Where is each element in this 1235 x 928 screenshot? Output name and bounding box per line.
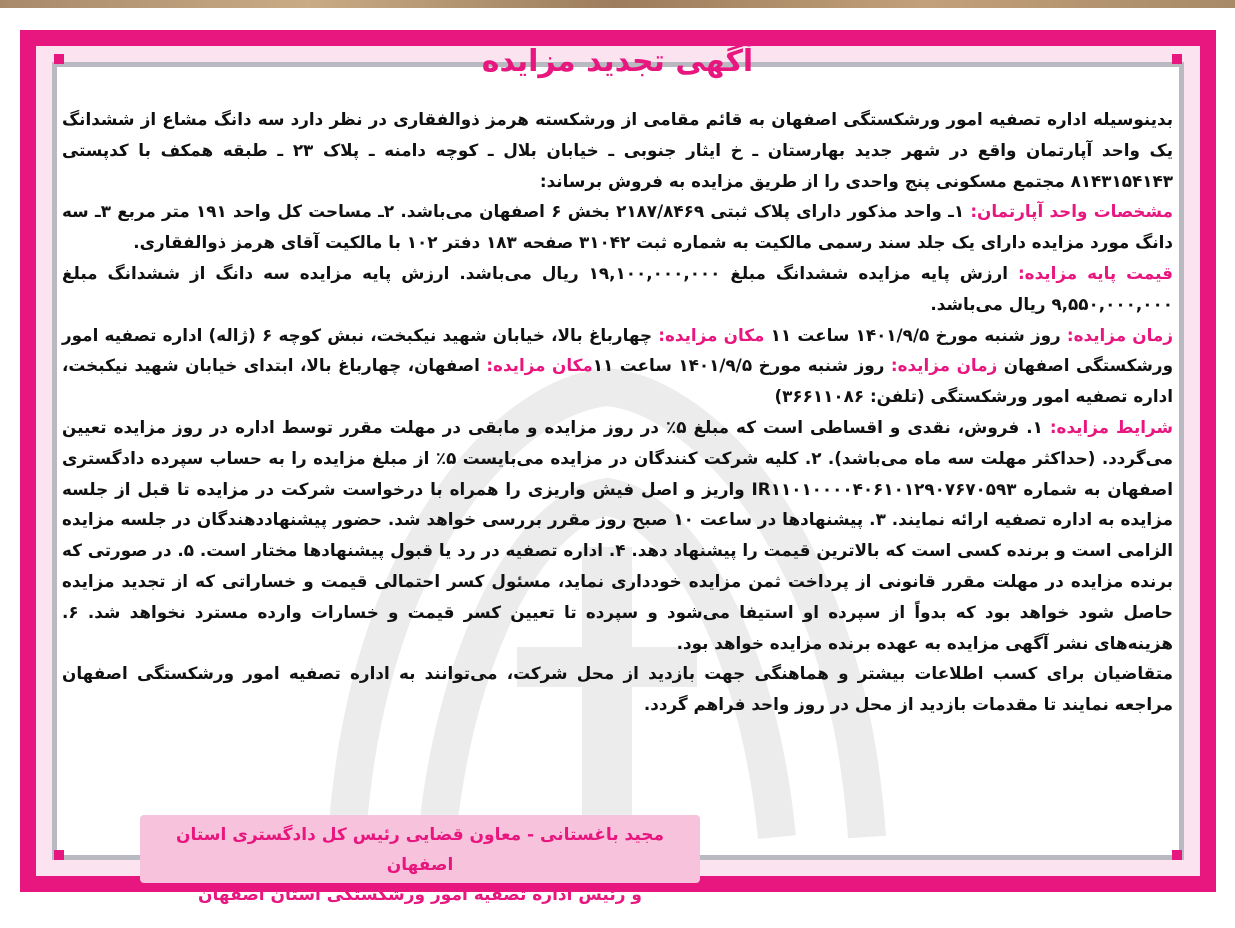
place-label-2: مکان مزایده: — [486, 355, 593, 376]
signature-block — [140, 815, 700, 905]
corner-mark-icon — [1172, 850, 1182, 860]
signature-line-2: و رئیس اداره تصفیه امور ورشکستگی استان اصفهان — [197, 885, 643, 905]
top-decorative-strip — [0, 0, 1235, 8]
conditions-text: ۱. فروش، نقدی و اقساطی است که مبلغ ۵٪ در روز مزایده و مابقی در مهلت مقرر توسط اداره در روز مزایده تعیین می‌گردد. (حداکثر مهلت سه ماه می‌باشد). ۲. کلیه شرکت کنندگان در مزایده می‌بایست ۵٪ از مبلغ مزایده را به حساب سپرده دادگستری اصفهان به شماره IR۱۱۰۱۰۰۰۰۴۰۶۱۰۱۲۹۰۷۶۷۰۵۹۳ واریز و اصل فیش واریزی را همراه با درخواست شرکت در مزایده تا قبل از جلسه مزایده به اداره تصفیه ارائه نمایند. ۳. پیشنهادها در ساعت ۱۰ صبح روز مقرر بررسی خواهد شد. حضور پیشنهاددهندگان در جلسه مزایده الزامی است و برنده کسی است که بالاترین قیمت را پیشنهاد دهد. ۴. اداره تصفیه در رد یا قبول پیشنهادها مختار است. ۵. در صورتی که برنده مزایده در مهلت مقرر قانونی از پرداخت ثمن مزایده خودداری نماید، مسئول کسر احتمالی قیمت و خساراتی که از تجدید مزایده حاصل شود خواهد بود که بدواً از سپرده او استیفا می‌شود و سپرده تا تعیین کسر قیمت و خسارات وارده مسترد نخواهد شد. ۶. هزینه‌های نشر آگهی مزایده به عهده برنده مزایده خواهد بود. — [62, 416, 1174, 653]
notice-body — [62, 104, 1173, 720]
time-text-2: روز شنبه مورخ ۱۴۰۱/۹/۵ ساعت ۱۱ — [592, 355, 891, 376]
time-label: زمان مزایده: — [1066, 324, 1173, 345]
time-text: روز شنبه مورخ ۱۴۰۱/۹/۵ ساعت ۱۱ — [764, 324, 1067, 345]
price-text: ارزش پایه مزایده ششدانگ مبلغ ۱۹,۱۰۰,۰۰۰,۰۰۰ ریال می‌باشد. ارزش پایه مزایده سه دانگ از ششدانگ مبلغ ۹,۵۵۰,۰۰۰,۰۰۰ ریال می‌باشد. — [62, 262, 1173, 314]
price-label: قیمت پایه مزایده: — [1017, 262, 1173, 283]
place-text: چهارباغ بالا، خیابان شهید نیکبخت، نبش کوچه ۶ (ژاله) اداره تصفیه امور ورشکستگی اصفهان — [62, 324, 1174, 376]
specs-paragraph — [62, 196, 1173, 258]
time-paragraph — [62, 320, 1173, 412]
place-text-2: اصفهان، چهارباغ بالا، ابتدای خیابان شهید نیکبخت، اداره تصفیه امور ورشکستگی (تلفن: ۳۶۶۱۱۰۸۶) — [62, 355, 1173, 407]
place-label: مکان مزایده: — [658, 324, 765, 345]
specs-label: مشخصات واحد آپارتمان: — [970, 201, 1173, 222]
time-label-2: زمان مزایده: — [890, 355, 998, 376]
notice-title: آگهی تجدید مزایده — [481, 44, 754, 79]
conditions-paragraph — [62, 412, 1173, 658]
price-paragraph — [62, 258, 1173, 320]
closing-paragraph: متقاضیان برای کسب اطلاعات بیشتر و هماهنگی جهت بازدید از محل شرکت، می‌توانند به اداره تصفیه امور ورشکستگی اصفهان مراجعه نمایند تا مقدمات بازدید از محل در روز واحد فراهم گردد. — [62, 663, 1173, 715]
intro-paragraph: بدینوسیله اداره تصفیه امور ورشکستگی اصفهان به قائم مقامی از ورشکسته هرمز ذوالفقاری در نظر دارد سه دانگ مشاع از ششدانگ یک واحد آپارتمان واقع در شهر جدید بهارستان ـ خ ایثار جنوبی ـ خیابان بلال ـ کوچه دامنه ـ پلاک ۲۳ ـ طبقه همکف با کدپستی ۸۱۴۳۱۵۴۱۴۳ مجتمع مسکونی پنج واحدی را از طریق مزایده به فروش برساند: — [62, 109, 1174, 191]
specs-text: ۱ـ واحد مذکور دارای پلاک ثبتی ۲۱۸۷/۸۴۶۹ بخش ۶ اصفهان می‌باشد. ۲ـ مساحت کل واحد ۱۹۱ متر مربع ۳ـ سه دانگ مورد مزایده دارای یک جلد سند رسمی مالکیت به شماره ثبت ۳۱۰۴۲ صفحه ۱۸۳ دفتر ۱۰۲ با مالکیت آقای هرمز ذوالفقاری. — [62, 201, 1173, 253]
conditions-label: شرایط مزایده: — [1049, 416, 1174, 437]
signature-line-1: مجید باغستانی - معاون قضایی رئیس کل دادگستری استان اصفهان — [175, 825, 665, 875]
corner-mark-icon — [54, 850, 64, 860]
